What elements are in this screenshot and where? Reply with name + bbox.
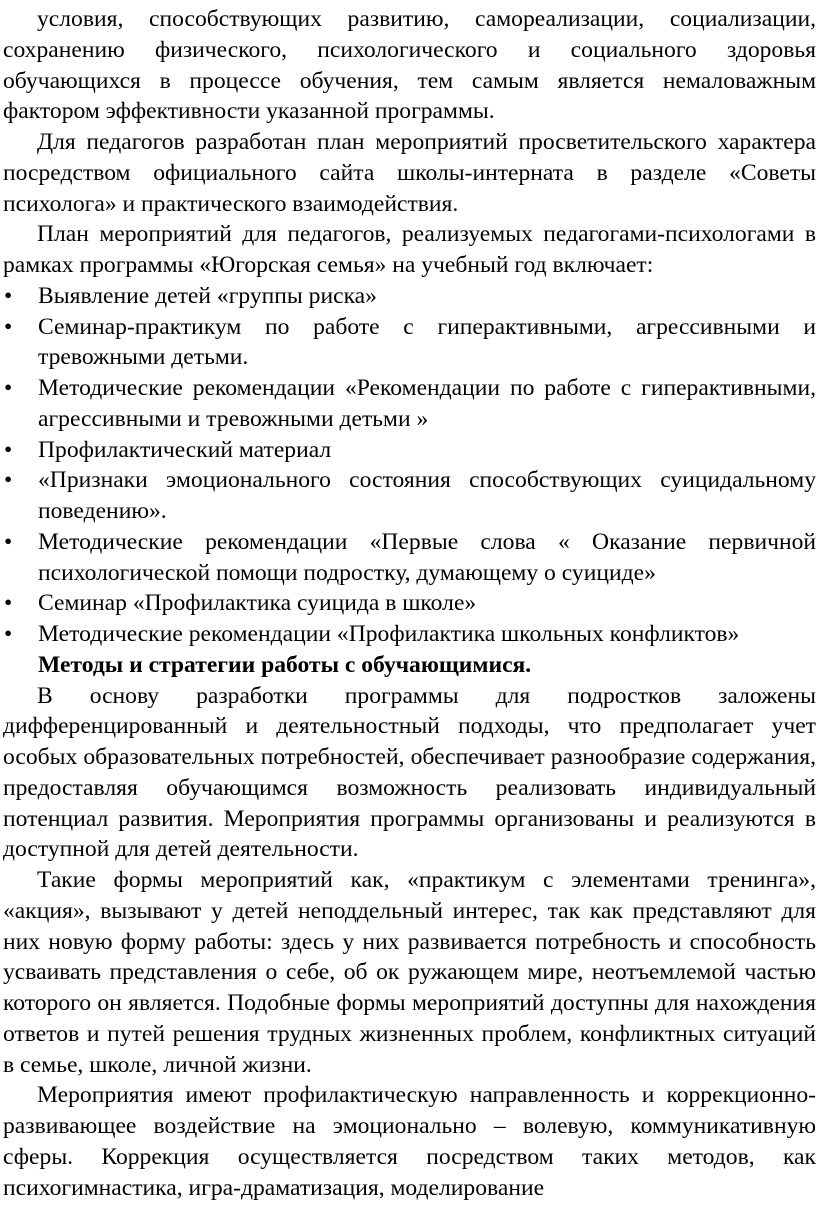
paragraph-prevention-focus: Мероприятия имеют профилактическую направленность и коррекционно-развивающее воздействие на эмоционально – волевую, коммуникативную сферы. Коррекция осуществляется посредством таких методов, как психогимнастика, игра-драматизация, моделирование [3, 1082, 816, 1201]
list-item-text: Семинар «Профилактика суицида в школе» [38, 590, 477, 617]
list-item-text: Методические рекомендации «Первые слова « Оказание первичной психологической помощи подростку, думающему о суициде» [38, 528, 816, 586]
activities-list [3, 281, 816, 650]
list-item [3, 281, 816, 312]
list-item [3, 465, 816, 527]
list-item-text: Семинар-практикум по работе с гиперактивными, агрессивными и тревожными детьми. [38, 313, 816, 371]
section-heading: Методы и стратегии работы с обучающимися. [38, 651, 532, 678]
list-item-text: Методические рекомендации «Рекомендации по работе с гиперактивными, агрессивными и тревожными детьми » [38, 375, 816, 432]
paragraph-activity-forms: Такие формы мероприятий как, «практикум с элементами тренинга», «акция», вызывают у детей неподдельный интерес, так как представляют для них новую форму работы: здесь у них развивается потребность и способность усваивать представления о себе, об ок ружающем мире, неотъемлемой частью которого он является. Подобные формы мероприятий доступны для нахождения ответов и путей решения трудных жизненных проблем, конфликтных ситуаций в семье, школе, личной жизни. [3, 867, 816, 1078]
list-item [3, 619, 816, 650]
list-item [3, 373, 816, 435]
bullet-icon: • [4, 313, 13, 340]
paragraph-activities-intro: План мероприятий для педагогов, реализуемых педагогами-психологами в рамках программы «Югорская семья» на учебный год включает: [3, 221, 816, 278]
bullet-icon: • [4, 467, 13, 494]
paragraph-teacher-plan: Для педагогов разработан план мероприятий просветительского характера посредством официального сайта школы-интерната в разделе «Советы психолога» и практического взаимодействия. [3, 129, 816, 217]
list-item-text: Методические рекомендации «Профилактика школьных конфликтов» [38, 621, 740, 647]
bullet-icon: • [4, 375, 13, 401]
list-item [3, 527, 816, 589]
bullet-icon: • [4, 282, 13, 309]
list-item-text: Выявление детей «группы риска» [38, 282, 377, 309]
bullet-icon: • [4, 590, 13, 617]
bullet-icon: • [4, 436, 13, 463]
list-item [3, 312, 816, 374]
paragraph-intro-continuation: условия, способствующих развитию, самореализации, социализации, сохранению физического, психологического и социального здоровья обучающихся в процессе обучения, тем самым является немаловажным фактором эффективности указанной программы. [3, 6, 816, 125]
list-item-text: «Признаки эмоционального состояния способствующих суицидальному поведению». [38, 467, 816, 524]
bullet-icon: • [4, 528, 13, 555]
list-item [3, 435, 816, 466]
list-item [3, 588, 816, 619]
paragraph-program-basis: В основу разработки программы для подростков заложены дифференцированный и деятельностный подходы, что предполагает учет особых образовательных потребностей, обеспечивает разнообразие содержания, предоставляя обучающимся возможность реализовать индивидуальный потенциал развития. Мероприятия программы организованы и реализуются в доступной для детей деятельности. [3, 682, 816, 863]
list-item-text: Профилактический материал [38, 436, 332, 463]
bullet-icon: • [4, 621, 13, 647]
